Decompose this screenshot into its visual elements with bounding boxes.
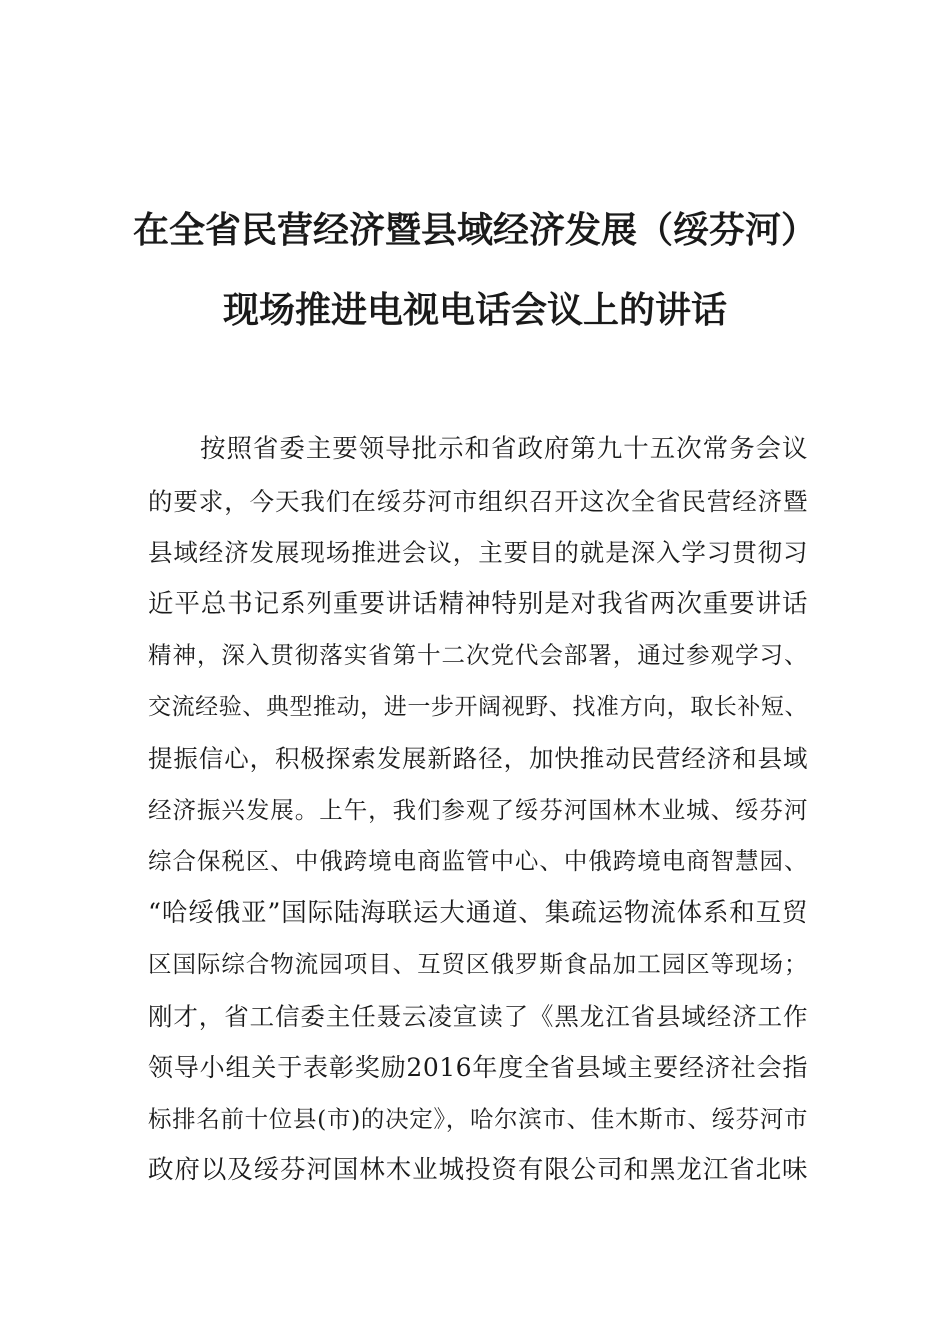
title-line-2: 现场推进电视电话会议上的讲话 — [222, 289, 727, 331]
body-line: 区国际综合物流园项目、互贸区俄罗斯食品加工园区等现场； — [148, 950, 808, 978]
body-line: “哈绥俄亚”国际陆海联运大通道、集疏运物流体系和互贸 — [148, 897, 808, 928]
body-line: 县域经济发展现场推进会议，主要目的就是深入学习贯彻习 — [148, 538, 808, 567]
body-line: 政府以及绥芬河国林木业城投资有限公司和黑龙江省北味 — [148, 1155, 808, 1185]
title-line-1: 在全省民营经济暨县域经济发展（绥芬河） — [132, 209, 817, 251]
document-title — [100, 190, 850, 350]
body-line: 刚才，省工信委主任聂云凌宣读了《黑龙江省县域经济工作 — [148, 1001, 808, 1031]
body-line: 标排名前十位县(市)的决定》，哈尔滨市、佳木斯市、绥芬河市 — [148, 1104, 808, 1133]
body-line: 的要求，今天我们在绥芬河市组织召开这次全省民营经济暨 — [148, 486, 808, 516]
body-line: 按照省委主要领导批示和省政府第九十五次常务会议 — [200, 434, 808, 464]
body-line: 领导小组关于表彰奖励2016年度全省县域主要经济社会指 — [148, 1053, 808, 1082]
body-line: 交流经验、典型推动，进一步开阔视野、找准方向，取长补短、 — [148, 693, 808, 720]
body-line: 经济振兴发展。上午，我们参观了绥芬河国林木业城、绥芬河 — [148, 795, 808, 824]
body-line: 精神，深入贯彻落实省第十二次党代会部署，通过参观学习、 — [148, 641, 808, 669]
body-line: 综合保税区、中俄跨境电商监管中心、中俄跨境电商智慧园、 — [148, 847, 808, 875]
body-paragraph — [148, 424, 808, 1197]
body-line: 近平总书记系列重要讲话精神特别是对我省两次重要讲话 — [148, 588, 808, 619]
body-line: 提振信心，积极探索发展新路径，加快推动民营经济和县域 — [148, 744, 808, 773]
